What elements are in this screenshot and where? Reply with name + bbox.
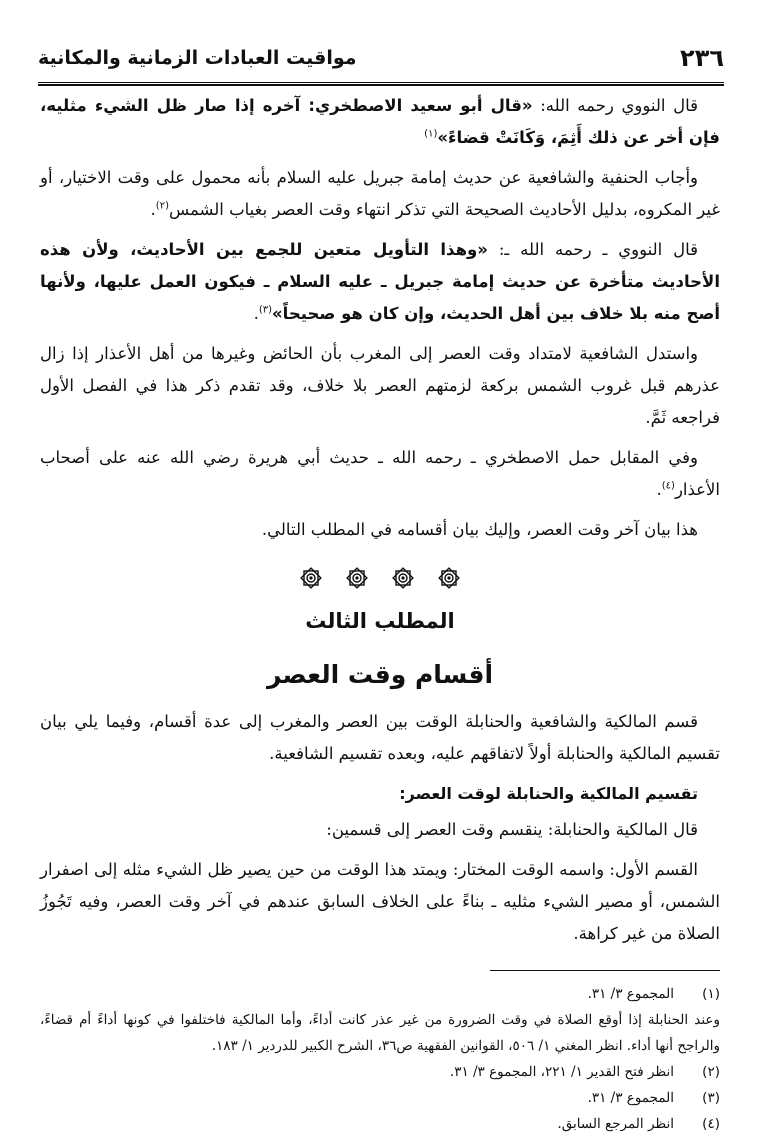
section-heading: المطلب الثالث <box>305 609 455 633</box>
rosette-icon <box>391 566 415 590</box>
footnote-divider <box>490 970 720 971</box>
paragraph-istakhri-view <box>40 442 720 506</box>
footnote-item <box>40 1111 720 1137</box>
paragraph-divisions-intro <box>40 706 720 770</box>
paragraph-shafii-evidence <box>40 338 720 434</box>
bold-quote: «وهذا التأويل متعين للجمع بين الأحاديث، ولأن هذه الأحاديث متأخرة عن حديث إمامة جبريل ـ عليه السلام ـ فيكون العمل عليها، ولأنها أصح منه بلا خلاف بين أهل الحديث، وإن كان هو صحيحاً» <box>40 240 720 323</box>
paragraph-body: قال المالكية والحنابلة: ينقسم وقت العصر إلى قسمين: <box>326 820 698 839</box>
rosette-icon <box>345 566 369 590</box>
paragraph-first-part <box>40 854 720 950</box>
paragraph-body: هذا بيان آخر وقت العصر، وإليك بيان أقسامه في المطلب التالي. <box>261 520 698 539</box>
paragraph-end: . <box>656 480 662 499</box>
paragraph-transition <box>40 514 720 546</box>
footnote-ref-1: (١) <box>424 128 438 140</box>
paragraph-hanafi-reply <box>40 162 720 226</box>
paragraph-body: القسم الأول: واسمه الوقت المختار: ويمتد هذا الوقت من حين يصير ظل الشيء مثله إلى اصفرار الشمس، أو مصير الشيء مثليه ـ بناءً على الخلاف السابق عندهم في آخر وقت العصر، وفيه تَجُوزُ الصلاة من غير كراهة. <box>40 860 720 943</box>
main-text <box>40 90 720 1137</box>
paragraph-body: وأجاب الحنفية والشافعية عن حديث إمامة جبريل عليه السلام بأنه محمول على وقت الاختيار، أو غير المكروه، بدليل الأحاديث الصحيحة التي تذكر انتهاء وقت العصر بغياب الشمس <box>40 168 720 219</box>
header-divider <box>38 82 724 86</box>
paragraph-end: . <box>253 304 259 323</box>
page-header <box>38 38 724 78</box>
footnotes <box>40 981 720 1137</box>
paragraph-nawawi-quote-1 <box>40 90 720 154</box>
bold-quote: «قال أبو سعيد الاصطخري: آخره إذا صار ظل الشيء مثليه، فإن أخر عن ذلك أَثِمَ، وَكَانَتْ قضاءً» <box>40 96 720 147</box>
subheading: تقسيم المالكية والحنابلة لوقت العصر: <box>399 784 698 803</box>
paragraph-body: واستدل الشافعية لامتداد وقت العصر إلى المغرب بأن الحائض وغيرها من أهل الأعذار إذا زال عذرهم قبل غروب الشمس بركعة لزمتهم العصر بلا خلاف، وقد تقدم ذكر هذا في الفصل الأول فراجعه ثَمَّ. <box>40 344 720 427</box>
paragraph-intro: قال النووي ـ رحمه الله ـ: <box>487 240 699 259</box>
rosette-icon <box>437 566 461 590</box>
paragraph-nawawi-quote-2 <box>40 234 720 330</box>
footnote-text: انظر فتح القدير ١/ ٢٢١، المجموع ٣/ ٣١. <box>449 1064 674 1080</box>
page-number: ٢٣٦ <box>680 44 724 72</box>
paragraph-two-parts <box>40 814 720 846</box>
paragraph-body: قسم المالكية والشافعية والحنابلة الوقت بين العصر والمغرب إلى عدة أقسام، وفيما يلي بيان تقسيم المالكية والحنابلة أولاً لاتفاقهم عليه، وبعده تقسيم الشافعية. <box>40 712 720 763</box>
footnote-item <box>40 1085 720 1111</box>
footnote-number: (١) <box>702 986 720 1002</box>
paragraph-body: وفي المقابل حمل الاصطخري ـ رحمه الله ـ حديث أبي هريرة رضي الله عنه على أصحاب الأعذار <box>40 448 720 499</box>
footnote-item <box>40 1059 720 1085</box>
footnote-number: (٤) <box>702 1116 720 1132</box>
ornament-divider <box>40 566 720 590</box>
paragraph-intro: قال النووي رحمه الله: <box>532 96 699 115</box>
paragraph-end: . <box>150 200 156 219</box>
footnote-number: (٢) <box>702 1064 720 1080</box>
section-title: أقسام وقت العصر <box>266 660 494 689</box>
footnote-ref-3: (٣) <box>258 304 273 316</box>
footnote-text: انظر المرجع السابق. <box>557 1116 674 1132</box>
footnote-continuation: وعند الحنابلة إذا أوقع الصلاة في وقت الضرورة من غير عذر كانت أداءً، وأما المالكية فاختلفوا في كونها أداءً أم قضاءً، والراجح أنها أداء. انظر المغني ١/ ٥٠٦، القوانين الفقهية ص٣٦، الشرح الكبير للدردير ١/ ١٨٣. <box>40 1012 720 1054</box>
footnote-text: المجموع ٣/ ٣١. <box>587 1090 674 1106</box>
running-title: مواقيت العبادات الزمانية والمكانية <box>38 47 357 69</box>
footnote-number: (٣) <box>702 1090 720 1106</box>
footnote-item <box>40 981 720 1007</box>
footnote-text: المجموع ٣/ ٣١. <box>587 986 674 1002</box>
footnote-ref-4: (٤) <box>661 480 675 492</box>
footnote-ref-2: (٢) <box>155 200 169 212</box>
rosette-icon <box>299 566 323 590</box>
